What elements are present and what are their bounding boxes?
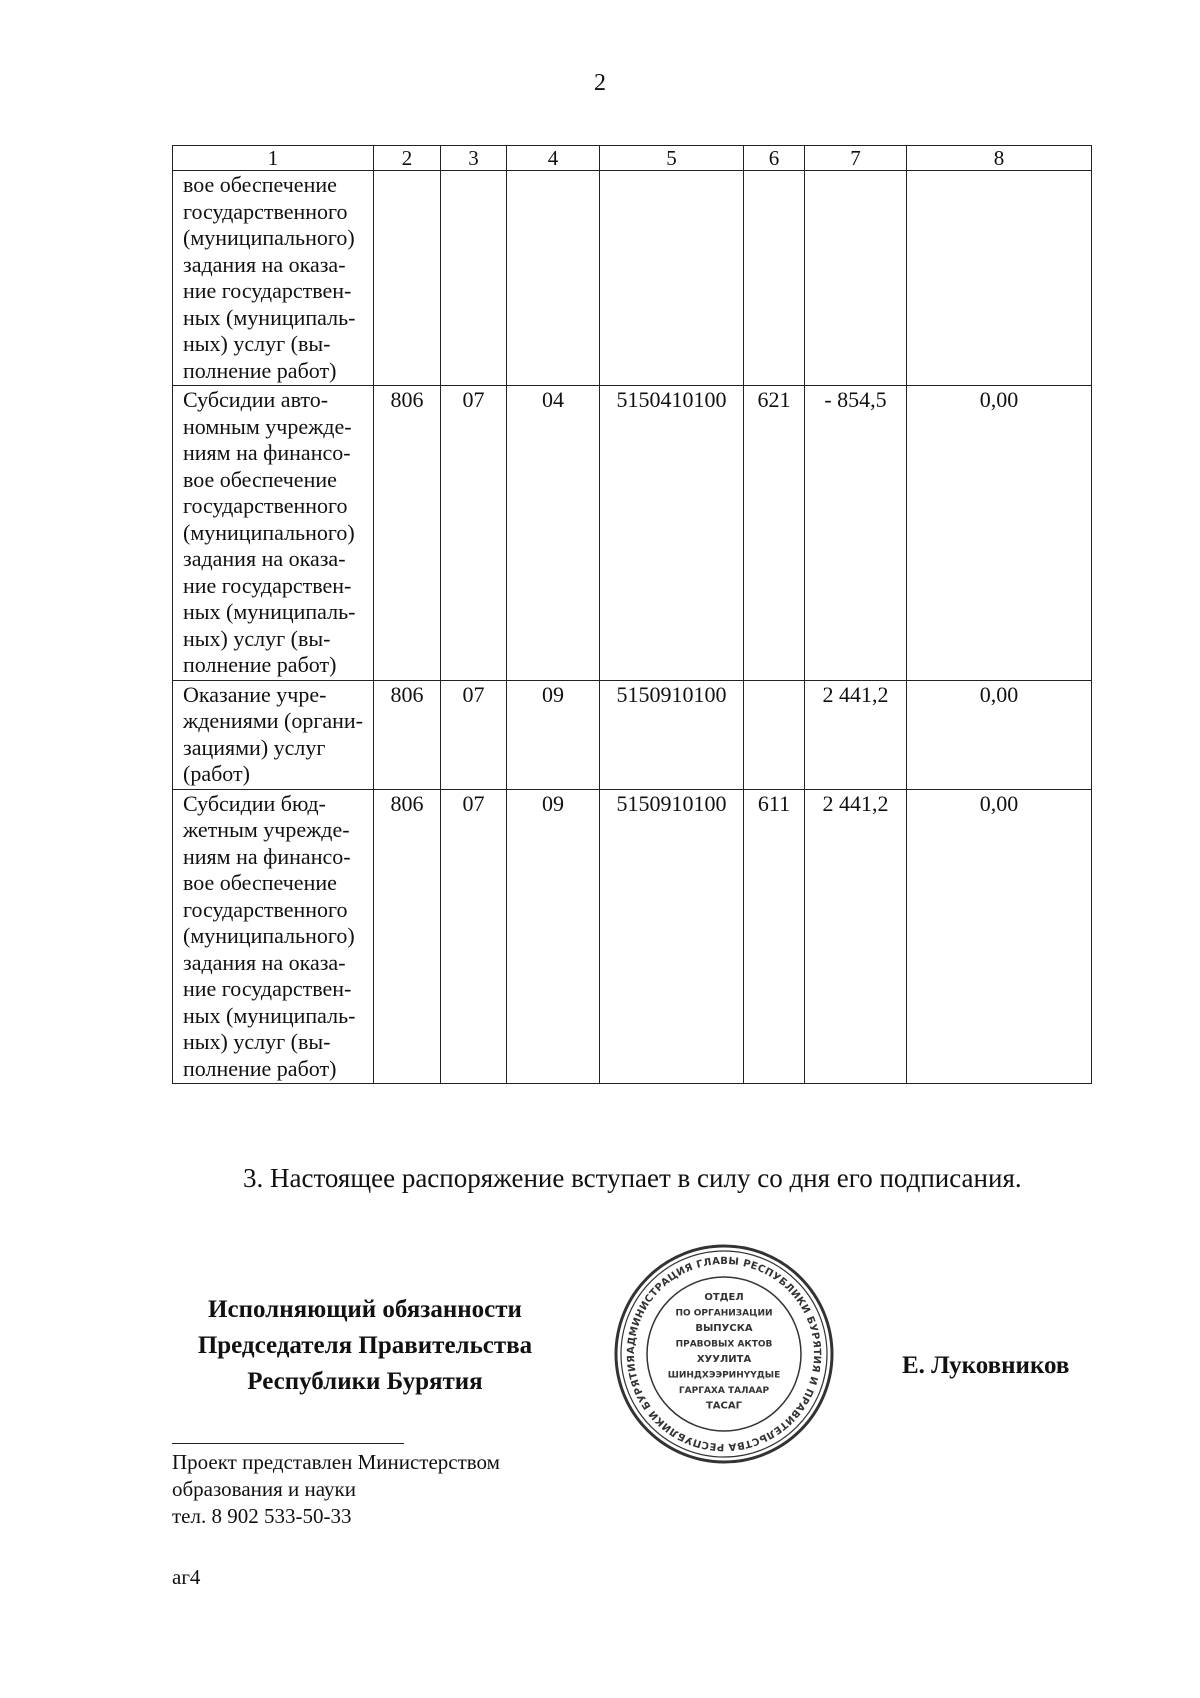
table-row <box>173 171 1092 386</box>
column-header: 3 <box>441 146 507 171</box>
footnote: Проект представлен Министерством образования и науки тел. 8 902 533-50-33 <box>172 1450 500 1528</box>
column-header: 1 <box>173 146 374 171</box>
section-code: 07 <box>441 680 507 789</box>
table-row <box>173 680 1092 789</box>
table-header-row <box>173 146 1092 171</box>
table-row <box>173 386 1092 681</box>
target-item-code: 5150910100 <box>600 789 744 1084</box>
target-item-code: 5150410100 <box>600 386 744 681</box>
item-description: Оказание учре- ждениями (органи- зациями) услуг (работ) <box>173 680 374 789</box>
subsection-code <box>507 171 600 386</box>
seal-center-line: ТАСАГ <box>705 1400 743 1412</box>
amount-value: - 854,5 <box>805 386 907 681</box>
expense-type-code: 621 <box>744 386 805 681</box>
target-item-code <box>600 171 744 386</box>
amount-value: 2 441,2 <box>805 680 907 789</box>
seal-ring-text: АДМИНИСТРАЦИЯ ГЛАВЫ РЕСПУБЛИКИ БУРЯТИЯ И ПРАВИТЕЛЬСТВА РЕСПУБЛИКИ БУРЯТИЯ <box>625 1255 823 1453</box>
ministry-code: 806 <box>374 386 441 681</box>
amount-value <box>805 171 907 386</box>
column-header: 5 <box>600 146 744 171</box>
column-header: 2 <box>374 146 441 171</box>
amount-value-2: 0,00 <box>907 680 1092 789</box>
section-code: 07 <box>441 386 507 681</box>
expense-type-code: 611 <box>744 789 805 1084</box>
amount-value: 2 441,2 <box>805 789 907 1084</box>
footnote-divider <box>172 1443 404 1444</box>
clause-3: 3. Настоящее распоряжение вступает в силу со дня его подписания. <box>243 1163 1022 1193</box>
seal-center-line: ОТДЕЛ <box>704 1292 744 1303</box>
amount-value-2: 0,00 <box>907 789 1092 1084</box>
official-seal <box>612 1242 836 1466</box>
ministry-code <box>374 171 441 386</box>
item-description: Субсидии бюд- жетным учрежде- ниям на финансо- вое обеспечение государственного (муниципального) задания на оказа- ние государствен- ных (муниципаль- ных) услуг (вы- полнение работ) <box>173 789 374 1084</box>
column-header: 4 <box>507 146 600 171</box>
seal-center-line: ХУУЛИТА <box>696 1354 752 1365</box>
item-description: Субсидии авто- номным учрежде- ниям на финансо- вое обеспечение государственного (муниципального) задания на оказа- ние государствен- ных (муниципаль- ных) услуг (вы- полнение работ) <box>173 386 374 681</box>
ministry-code: 806 <box>374 789 441 1084</box>
seal-center-line: ПРАВОВЫХ АКТОВ <box>675 1339 773 1350</box>
section-code: 07 <box>441 789 507 1084</box>
target-item-code: 5150910100 <box>600 680 744 789</box>
seal-center-line: ВЫПУСКА <box>695 1323 753 1334</box>
seal-center-line: ПО ОРГАНИЗАЦИИ <box>675 1308 773 1319</box>
item-description: вое обеспечение государственного (муниципального) задания на оказа- ние государствен- ных (муниципаль- ных) услуг (вы- полнение работ) <box>173 171 374 386</box>
expense-type-code <box>744 171 805 386</box>
page-number: 2 <box>594 70 606 96</box>
column-header: 6 <box>744 146 805 171</box>
amount-value-2 <box>907 171 1092 386</box>
signer-position: Исполняющий обязанности Председателя Правительства Республики Бурятия <box>197 1296 533 1395</box>
column-header: 7 <box>805 146 907 171</box>
section-code <box>441 171 507 386</box>
column-header: 8 <box>907 146 1092 171</box>
ministry-code: 806 <box>374 680 441 789</box>
table-row <box>173 789 1092 1084</box>
document-code: аг4 <box>172 1565 201 1589</box>
subsection-code: 09 <box>507 680 600 789</box>
budget-table <box>172 145 1092 1084</box>
subsection-code: 09 <box>507 789 600 1084</box>
amount-value-2: 0,00 <box>907 386 1092 681</box>
subsection-code: 04 <box>507 386 600 681</box>
expense-type-code <box>744 680 805 789</box>
seal-center-line: ШИНДХЭЭРИНҮҮДЫЕ <box>667 1370 781 1381</box>
seal-center-line: ГАРГАХА ТАЛААР <box>678 1386 770 1396</box>
signer-name: Е. Луковников <box>902 1352 1070 1379</box>
